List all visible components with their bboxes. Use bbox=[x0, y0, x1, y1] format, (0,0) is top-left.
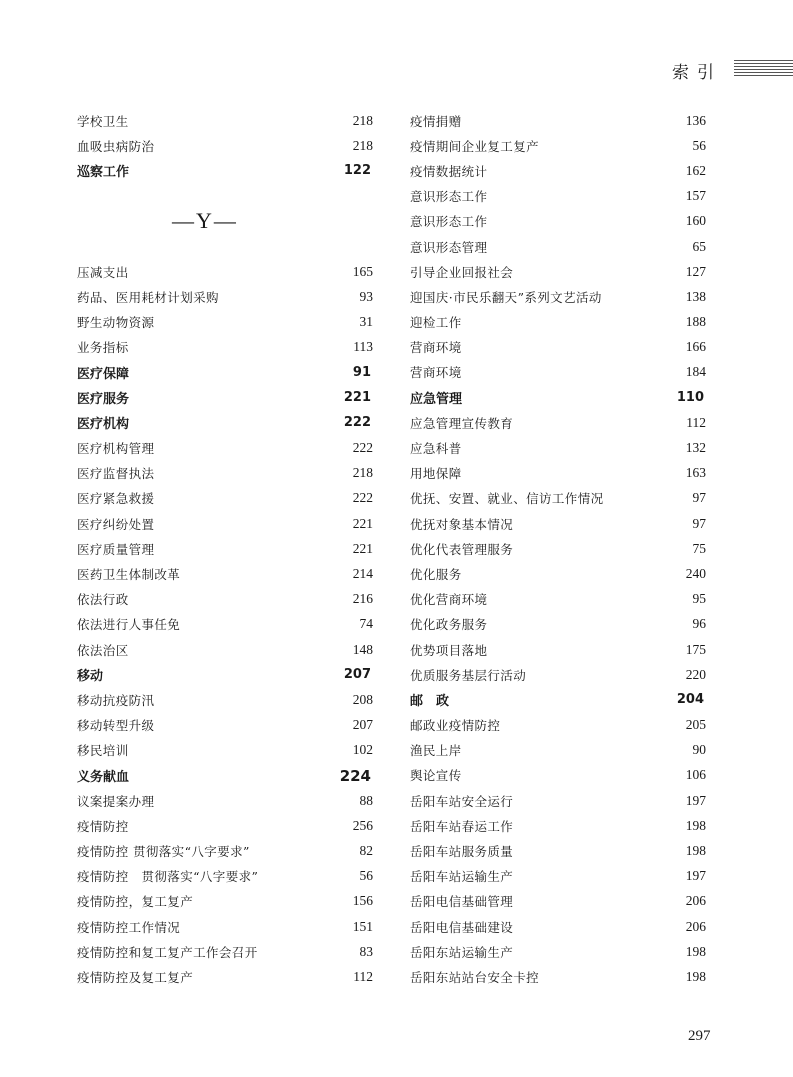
index-entry bbox=[77, 612, 373, 637]
index-entry bbox=[77, 385, 373, 410]
index-term: 疫情期间企业复工复产 bbox=[410, 138, 540, 154]
index-entry bbox=[410, 838, 706, 863]
index-page-ref: 222 bbox=[343, 415, 371, 431]
index-entry bbox=[410, 335, 706, 360]
index-entry bbox=[77, 964, 373, 989]
index-term: 岳阳车站运输生产 bbox=[410, 869, 514, 885]
index-page-ref: 97 bbox=[692, 515, 706, 531]
index-term: 邮 政 bbox=[410, 694, 450, 710]
index-page-ref: 95 bbox=[692, 591, 706, 607]
index-term: 疫情防控 bbox=[77, 818, 129, 834]
index-term: 移动抗疫防汛 bbox=[77, 692, 155, 708]
index-entry bbox=[410, 536, 706, 561]
index-term: 优抚、安置、就业、信访工作情况 bbox=[410, 491, 604, 507]
index-entry bbox=[77, 587, 373, 612]
section-letter-y: —Y— bbox=[172, 208, 238, 234]
index-entry bbox=[77, 687, 373, 712]
index-page-ref: 218 bbox=[352, 137, 373, 153]
index-term: 应急管理 bbox=[410, 392, 463, 408]
index-entry bbox=[77, 435, 373, 460]
index-term: 迎检工作 bbox=[410, 315, 462, 331]
index-page-ref: 113 bbox=[353, 339, 373, 355]
index-entry bbox=[77, 838, 373, 863]
header-title: 索引 bbox=[672, 63, 722, 83]
index-entry bbox=[77, 536, 373, 561]
index-term: 优化代表管理服务 bbox=[410, 541, 514, 557]
index-page-ref: 148 bbox=[352, 641, 373, 657]
index-entry bbox=[77, 813, 373, 838]
index-page-ref: 82 bbox=[359, 843, 373, 859]
index-term: 引导企业回报社会 bbox=[410, 264, 514, 280]
index-term: 优化服务 bbox=[410, 566, 462, 582]
index-term: 医疗紧急救援 bbox=[77, 491, 155, 507]
index-term: 医药卫生体制改革 bbox=[77, 567, 181, 582]
index-page-ref: 160 bbox=[685, 213, 706, 229]
index-entry bbox=[410, 864, 706, 889]
index-entry bbox=[77, 864, 373, 889]
index-term: 巡察工作 bbox=[77, 165, 130, 181]
index-entry bbox=[77, 889, 373, 914]
index-entry bbox=[77, 561, 373, 586]
index-entry bbox=[410, 662, 706, 687]
index-entry bbox=[410, 209, 706, 234]
index-page-ref: 112 bbox=[353, 969, 373, 984]
index-entry bbox=[410, 939, 706, 964]
index-entry bbox=[410, 158, 706, 183]
index-page-ref: 218 bbox=[352, 465, 373, 481]
index-term: 意识形态工作 bbox=[410, 214, 488, 230]
index-page-ref: 90 bbox=[692, 742, 706, 758]
index-term: 药品、医用耗材计划采购 bbox=[77, 289, 219, 305]
index-term: 医疗保障 bbox=[77, 367, 130, 382]
index-term: 移动转型升级 bbox=[77, 718, 155, 734]
index-term: 优抚对象基本情况 bbox=[410, 516, 514, 532]
index-entry bbox=[77, 461, 373, 486]
index-term: 医疗机构管理 bbox=[77, 441, 155, 457]
index-page-ref: 222 bbox=[352, 440, 373, 456]
index-page-ref: 198 bbox=[685, 968, 706, 984]
index-entry bbox=[410, 435, 706, 460]
index-entry bbox=[77, 310, 373, 335]
index-page-ref: 184 bbox=[685, 364, 706, 380]
index-page-ref: 198 bbox=[685, 817, 706, 833]
page-number: 297 bbox=[688, 1028, 711, 1044]
index-term: 依法治区 bbox=[77, 642, 129, 658]
index-entry bbox=[410, 259, 706, 284]
index-term: 岳阳电信基础管理 bbox=[410, 894, 514, 910]
index-entry bbox=[410, 310, 706, 335]
index-page-ref: 222 bbox=[352, 490, 373, 506]
index-term: 岳阳电信基础建设 bbox=[410, 919, 514, 935]
index-term: 医疗机构 bbox=[77, 417, 130, 433]
index-term: 疫情捐赠 bbox=[410, 113, 462, 129]
index-page-ref: 224 bbox=[339, 766, 371, 785]
index-term: 疫情防控工作情况 bbox=[77, 919, 181, 935]
index-page-ref: 132 bbox=[685, 440, 706, 456]
index-entry bbox=[77, 713, 373, 738]
index-page-ref: 205 bbox=[685, 717, 706, 733]
index-page-ref: 221 bbox=[352, 540, 373, 556]
index-entry bbox=[77, 158, 373, 183]
index-term: 岳阳东站站台安全卡控 bbox=[410, 969, 540, 985]
index-term: 疫情防控，复工复产 bbox=[77, 894, 194, 910]
index-term: 移动 bbox=[77, 669, 104, 685]
index-page-ref: 138 bbox=[685, 288, 706, 304]
index-term: 医疗纠纷处置 bbox=[77, 516, 155, 532]
index-entry bbox=[410, 561, 706, 586]
index-page-ref: 165 bbox=[352, 263, 373, 279]
index-term: 疫情防控 贯彻落实“八字要求” bbox=[77, 869, 259, 885]
index-term: 优势项目落地 bbox=[410, 642, 488, 658]
index-term: 岳阳车站安全运行 bbox=[410, 793, 514, 809]
index-page-ref: 157 bbox=[685, 188, 706, 204]
index-entry bbox=[77, 763, 373, 788]
index-term: 疫情防控和复工复产工作会召开 bbox=[77, 944, 258, 960]
index-term: 议案提案办理 bbox=[77, 793, 155, 809]
index-term: 营商环境 bbox=[410, 340, 462, 356]
index-term: 医疗服务 bbox=[77, 392, 130, 408]
index-page-ref: 93 bbox=[359, 288, 373, 304]
index-term: 舆论宣传 bbox=[410, 768, 462, 784]
index-entry bbox=[410, 637, 706, 662]
index-page-ref: 56 bbox=[359, 868, 373, 884]
index-term: 迎国庆·市民乐翻天”系列文艺活动 bbox=[410, 289, 602, 305]
index-page-ref: 240 bbox=[685, 565, 706, 581]
index-page-ref: 136 bbox=[685, 112, 706, 128]
index-entry bbox=[410, 889, 706, 914]
index-entry bbox=[77, 133, 373, 158]
index-page-ref: 112 bbox=[686, 414, 706, 430]
index-entry bbox=[410, 763, 706, 788]
index-term: 医疗质量管理 bbox=[77, 541, 155, 557]
index-term: 意识形态管理 bbox=[410, 239, 488, 255]
index-page-ref: 96 bbox=[692, 616, 706, 632]
index-page-ref: 97 bbox=[692, 490, 706, 506]
index-entry bbox=[77, 914, 373, 939]
index-entry bbox=[410, 687, 706, 712]
index-term: 应急管理宣传教育 bbox=[410, 415, 514, 431]
index-entry bbox=[410, 813, 706, 838]
index-page-ref: 166 bbox=[685, 339, 706, 355]
index-page-ref: 156 bbox=[352, 893, 373, 909]
index-entry bbox=[77, 259, 373, 284]
index-term: 营商环境 bbox=[410, 365, 462, 381]
index-entry bbox=[77, 637, 373, 662]
index-term: 血吸虫病防治 bbox=[77, 138, 155, 154]
index-page-ref: 207 bbox=[343, 667, 371, 683]
index-entry bbox=[410, 385, 706, 410]
index-term: 依法行政 bbox=[77, 592, 129, 608]
index-term: 岳阳东站运输生产 bbox=[410, 944, 514, 960]
index-term: 疫情防控 贯彻落实“八字要求” bbox=[77, 844, 250, 860]
index-page-ref: 221 bbox=[343, 390, 371, 406]
index-entry bbox=[410, 914, 706, 939]
index-entry bbox=[410, 410, 706, 435]
index-page-ref: 91 bbox=[352, 365, 371, 380]
index-term: 优化政务服务 bbox=[410, 617, 488, 633]
index-entry bbox=[77, 360, 373, 385]
index-term: 优化营商环境 bbox=[410, 592, 488, 608]
index-page-ref: 65 bbox=[692, 238, 706, 254]
index-page-ref: 198 bbox=[685, 843, 706, 859]
index-page-ref: 106 bbox=[685, 767, 706, 783]
index-page-ref: 110 bbox=[676, 390, 704, 406]
index-entry bbox=[410, 788, 706, 813]
index-entry bbox=[77, 284, 373, 309]
index-term: 疫情数据统计 bbox=[410, 163, 488, 179]
index-entry bbox=[77, 410, 373, 435]
index-page-ref: 208 bbox=[352, 691, 373, 707]
index-entry bbox=[77, 738, 373, 763]
index-group-y bbox=[77, 259, 373, 989]
index-page-ref: 102 bbox=[352, 742, 373, 758]
index-page-ref: 206 bbox=[685, 893, 706, 909]
index-entry bbox=[77, 335, 373, 360]
index-page-ref: 175 bbox=[685, 641, 706, 657]
index-page-ref: 197 bbox=[685, 868, 706, 884]
index-term: 医疗监督执法 bbox=[77, 466, 155, 482]
index-term: 意识形态工作 bbox=[410, 189, 488, 205]
index-term: 业务指标 bbox=[77, 340, 129, 356]
index-term: 移民培训 bbox=[77, 743, 129, 759]
index-entry bbox=[410, 108, 706, 133]
index-page-ref: 216 bbox=[352, 591, 373, 607]
index-term: 依法进行人事任免 bbox=[77, 617, 181, 633]
index-entry bbox=[410, 486, 706, 511]
index-entry bbox=[77, 511, 373, 536]
index-entry bbox=[410, 360, 706, 385]
index-page-ref: 218 bbox=[352, 112, 373, 128]
index-page-ref: 206 bbox=[685, 918, 706, 934]
index-entry bbox=[77, 788, 373, 813]
index-page-ref: 204 bbox=[676, 692, 704, 708]
header-decoration-lines bbox=[734, 60, 793, 76]
index-group-x bbox=[77, 108, 373, 184]
index-term: 疫情防控及复工复产 bbox=[77, 970, 194, 985]
index-term: 压减支出 bbox=[77, 264, 129, 280]
index-page-ref: 88 bbox=[359, 792, 373, 808]
index-entry bbox=[77, 662, 373, 687]
index-term: 义务献血 bbox=[77, 770, 130, 785]
index-page-ref: 31 bbox=[359, 314, 373, 330]
index-page-ref: 188 bbox=[685, 314, 706, 330]
index-term: 渔民上岸 bbox=[410, 743, 462, 759]
index-page-ref: 162 bbox=[685, 162, 706, 178]
index-entry bbox=[410, 738, 706, 763]
index-page-ref: 163 bbox=[685, 465, 706, 481]
index-page-ref: 197 bbox=[685, 792, 706, 808]
index-entry bbox=[410, 234, 706, 259]
index-entry bbox=[410, 511, 706, 536]
index-page-ref: 151 bbox=[352, 918, 373, 934]
index-page-ref: 207 bbox=[352, 717, 373, 733]
index-term: 野生动物资源 bbox=[77, 315, 155, 331]
index-page-ref: 256 bbox=[352, 817, 373, 833]
index-group-y-continued bbox=[410, 108, 706, 990]
index-page-ref: 221 bbox=[352, 515, 373, 531]
index-page-ref: 75 bbox=[692, 540, 706, 556]
index-column-right bbox=[410, 108, 706, 990]
index-entry bbox=[410, 964, 706, 989]
index-page-ref: 56 bbox=[692, 137, 706, 153]
index-page-ref: 122 bbox=[343, 163, 371, 179]
index-entry bbox=[410, 133, 706, 158]
index-term: 邮政业疫情防控 bbox=[410, 718, 501, 734]
index-entry bbox=[410, 587, 706, 612]
index-term: 岳阳车站服务质量 bbox=[410, 844, 514, 860]
index-entry bbox=[77, 108, 373, 133]
index-entry bbox=[77, 939, 373, 964]
index-page-ref: 198 bbox=[685, 943, 706, 959]
index-entry bbox=[410, 612, 706, 637]
index-term: 学校卫生 bbox=[77, 113, 129, 129]
index-entry bbox=[77, 486, 373, 511]
index-term: 岳阳车站春运工作 bbox=[410, 818, 514, 834]
index-column-left bbox=[77, 108, 373, 990]
index-page-ref: 74 bbox=[359, 616, 373, 632]
index-term: 优质服务基层行活动 bbox=[410, 667, 527, 683]
index-page-ref: 220 bbox=[685, 666, 706, 682]
index-entry bbox=[410, 284, 706, 309]
index-term: 应急科普 bbox=[410, 441, 462, 457]
index-page-ref: 214 bbox=[352, 566, 373, 581]
index-entry bbox=[410, 713, 706, 738]
index-entry bbox=[410, 184, 706, 209]
index-page-ref: 83 bbox=[359, 943, 373, 959]
index-page-ref: 127 bbox=[685, 263, 706, 279]
index-entry bbox=[410, 461, 706, 486]
index-term: 用地保障 bbox=[410, 466, 462, 482]
